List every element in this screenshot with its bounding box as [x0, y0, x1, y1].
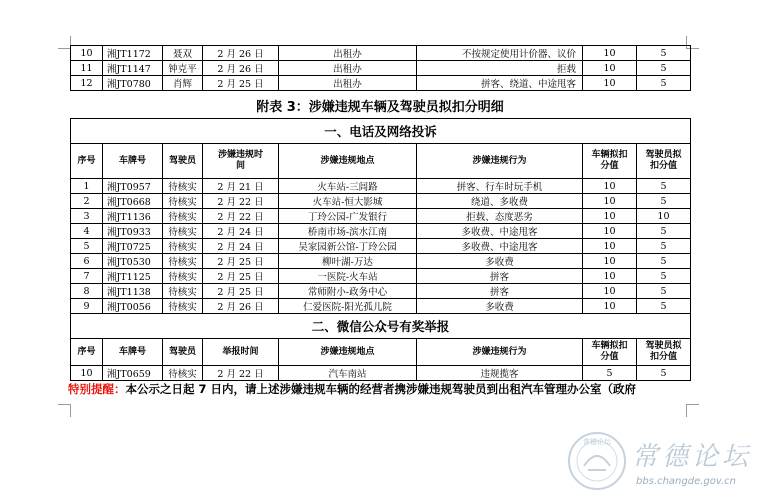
cell-driver: 聂双	[163, 46, 203, 61]
cell-place: 常师附小-政务中心	[279, 284, 417, 299]
cell-no: 11	[71, 61, 103, 76]
cell-driver: 待核实	[163, 254, 203, 269]
cell-plate: 湘JT1125	[103, 269, 163, 284]
previous-table	[70, 45, 691, 91]
cell-veh-pts: 10	[583, 46, 637, 61]
header-driver: 驾驶员	[163, 144, 203, 179]
cell-no: 10	[71, 366, 103, 381]
table-row	[71, 366, 691, 381]
crop-mark	[686, 404, 699, 417]
table-row	[71, 46, 691, 61]
table-row	[71, 76, 691, 91]
cell-drv-pts: 5	[637, 61, 691, 76]
watermark-title: 常德论坛	[632, 442, 753, 472]
cell-place: 一医院-火车站	[279, 269, 417, 284]
header-vehicle-points: 车辆拟扣分值	[583, 144, 637, 179]
cell-behavior: 拼客、行车时玩手机	[417, 179, 583, 194]
cell-date: 2 月 24 日	[203, 239, 279, 254]
table-row	[71, 239, 691, 254]
cell-driver: 待核实	[163, 366, 203, 381]
cell-drv-pts: 10	[637, 209, 691, 224]
cell-veh-pts: 10	[583, 61, 637, 76]
cell-behavior: 多收费	[417, 299, 583, 314]
cell-plate: 湘JT0957	[103, 179, 163, 194]
cell-driver: 待核实	[163, 299, 203, 314]
cell-date: 2 月 26 日	[203, 61, 279, 76]
cell-date: 2 月 22 日	[203, 209, 279, 224]
special-reminder	[68, 381, 636, 397]
cell-place: 桥南市场-滨水江南	[279, 224, 417, 239]
cell-driver: 钟克平	[163, 61, 203, 76]
cell-veh-pts: 10	[583, 269, 637, 284]
cell-behavior: 拼客	[417, 269, 583, 284]
cell-driver: 待核实	[163, 179, 203, 194]
cell-date: 2 月 26 日	[203, 299, 279, 314]
cell-veh-pts: 10	[583, 254, 637, 269]
cell-plate: 湘JT1138	[103, 284, 163, 299]
table-row	[71, 299, 691, 314]
cell-date: 2 月 21 日	[203, 179, 279, 194]
cell-no: 3	[71, 209, 103, 224]
cell-place: 汽车南站	[279, 366, 417, 381]
cell-plate: 湘JT0659	[103, 366, 163, 381]
header-driver-points: 驾驶员拟扣分值	[637, 339, 691, 366]
cell-behavior: 拒载、态度恶劣	[417, 209, 583, 224]
cell-drv-pts: 5	[637, 194, 691, 209]
cell-veh-pts: 10	[583, 224, 637, 239]
cell-no: 9	[71, 299, 103, 314]
table-row	[71, 194, 691, 209]
reminder-text: 本公示之日起 7 日内，请上述涉嫌违规车辆的经营者携涉嫌违规驾驶员到出租汽车管理办公室（政府	[125, 382, 637, 396]
cell-plate: 湘JT0725	[103, 239, 163, 254]
cell-plate: 湘JT0668	[103, 194, 163, 209]
header-date: 涉嫌违规时间	[203, 144, 279, 179]
table-row	[71, 61, 691, 76]
cell-driver: 待核实	[163, 209, 203, 224]
section-title: 一、电话及网络投诉	[71, 119, 691, 144]
cell-behavior: 违规揽客	[417, 366, 583, 381]
cell-driver: 肖辉	[163, 76, 203, 91]
cell-drv-pts: 5	[637, 269, 691, 284]
cell-place: 吴家园新公馆-丁玲公园	[279, 239, 417, 254]
cell-drv-pts: 5	[637, 239, 691, 254]
cell-place: 火车站-恒大影城	[279, 194, 417, 209]
cell-behavior: 多收费、中途甩客	[417, 224, 583, 239]
cell-no: 4	[71, 224, 103, 239]
header-driver-points: 驾驶员拟扣分值	[637, 144, 691, 179]
cell-driver: 待核实	[163, 239, 203, 254]
cell-date: 2 月 22 日	[203, 194, 279, 209]
cell-no: 7	[71, 269, 103, 284]
cell-place: 出租办	[279, 76, 417, 91]
cell-driver: 待核实	[163, 284, 203, 299]
cell-place: 火车站-三闾路	[279, 179, 417, 194]
cell-plate: 湘JT0056	[103, 299, 163, 314]
cell-no: 8	[71, 284, 103, 299]
reminder-label: 特别提醒：	[68, 382, 126, 396]
cell-date: 2 月 22 日	[203, 366, 279, 381]
cell-driver: 待核实	[163, 194, 203, 209]
cell-behavior: 绕道、多收费	[417, 194, 583, 209]
table-row	[71, 254, 691, 269]
cell-behavior: 拒载	[417, 61, 583, 76]
cell-no: 5	[71, 239, 103, 254]
cell-veh-pts: 10	[583, 179, 637, 194]
appendix-title: 附表 3：涉嫌违规车辆及驾驶员拟扣分明细	[256, 100, 504, 115]
cell-plate: 湘JT0780	[103, 76, 163, 91]
logo-text: 常德论坛	[583, 438, 611, 446]
cell-plate: 湘JT1172	[103, 46, 163, 61]
header-behavior: 涉嫌违规行为	[417, 339, 583, 366]
table-row	[71, 179, 691, 194]
cell-drv-pts: 5	[637, 299, 691, 314]
cell-drv-pts: 5	[637, 224, 691, 239]
header-place: 涉嫌违规地点	[279, 144, 417, 179]
cell-no: 12	[71, 76, 103, 91]
cell-behavior: 拼客	[417, 284, 583, 299]
forum-watermark	[566, 430, 756, 496]
header-plate: 车牌号	[103, 339, 163, 366]
cell-place: 丁玲公园-广发银行	[279, 209, 417, 224]
cell-no: 2	[71, 194, 103, 209]
cell-place: 柳叶湖-万达	[279, 254, 417, 269]
cell-date: 2 月 25 日	[203, 76, 279, 91]
cell-veh-pts: 10	[583, 239, 637, 254]
cell-veh-pts: 10	[583, 209, 637, 224]
header-no: 序号	[71, 339, 103, 366]
cell-no: 10	[71, 46, 103, 61]
cell-veh-pts: 10	[583, 194, 637, 209]
cell-behavior: 多收费、中途甩客	[417, 239, 583, 254]
header-date: 举报时间	[203, 339, 279, 366]
cell-date: 2 月 25 日	[203, 269, 279, 284]
cell-plate: 湘JT1136	[103, 209, 163, 224]
cell-date: 2 月 25 日	[203, 254, 279, 269]
header-no: 序号	[71, 144, 103, 179]
table-row	[71, 209, 691, 224]
cell-date: 2 月 25 日	[203, 284, 279, 299]
cell-plate: 湘JT1147	[103, 61, 163, 76]
cell-veh-pts: 10	[583, 284, 637, 299]
cell-no: 1	[71, 179, 103, 194]
cell-drv-pts: 5	[637, 46, 691, 61]
cell-drv-pts: 5	[637, 76, 691, 91]
cell-place: 出租办	[279, 46, 417, 61]
cell-veh-pts: 10	[583, 76, 637, 91]
header-place: 涉嫌违规地点	[279, 339, 417, 366]
forum-logo-icon	[566, 430, 628, 492]
cell-place: 仁爱医院-阳光孤儿院	[279, 299, 417, 314]
table-row	[71, 224, 691, 239]
cell-no: 6	[71, 254, 103, 269]
header-driver: 驾驶员	[163, 339, 203, 366]
cell-drv-pts: 5	[637, 284, 691, 299]
cell-drv-pts: 5	[637, 179, 691, 194]
cell-date: 2 月 24 日	[203, 224, 279, 239]
cell-veh-pts: 10	[583, 299, 637, 314]
cell-veh-pts: 5	[583, 366, 637, 381]
appendix3-table	[70, 118, 691, 381]
crop-mark	[58, 404, 71, 417]
cell-driver: 待核实	[163, 269, 203, 284]
header-vehicle-points: 车辆拟扣分值	[583, 339, 637, 366]
cell-drv-pts: 5	[637, 366, 691, 381]
cell-plate: 湘JT0933	[103, 224, 163, 239]
cell-date: 2 月 26 日	[203, 46, 279, 61]
cell-place: 出租办	[279, 61, 417, 76]
cell-behavior: 多收费	[417, 254, 583, 269]
watermark-url: bbs.changde.gov.cn	[636, 476, 736, 487]
header-plate: 车牌号	[103, 144, 163, 179]
section-title: 二、微信公众号有奖举报	[71, 314, 691, 339]
cell-drv-pts: 5	[637, 254, 691, 269]
header-behavior: 涉嫌违规行为	[417, 144, 583, 179]
cell-behavior: 拼客、绕道、中途甩客	[417, 76, 583, 91]
cell-driver: 待核实	[163, 224, 203, 239]
table-row	[71, 269, 691, 284]
cell-plate: 湘JT0530	[103, 254, 163, 269]
cell-behavior: 不按规定使用计价器、议价	[417, 46, 583, 61]
table-row	[71, 284, 691, 299]
